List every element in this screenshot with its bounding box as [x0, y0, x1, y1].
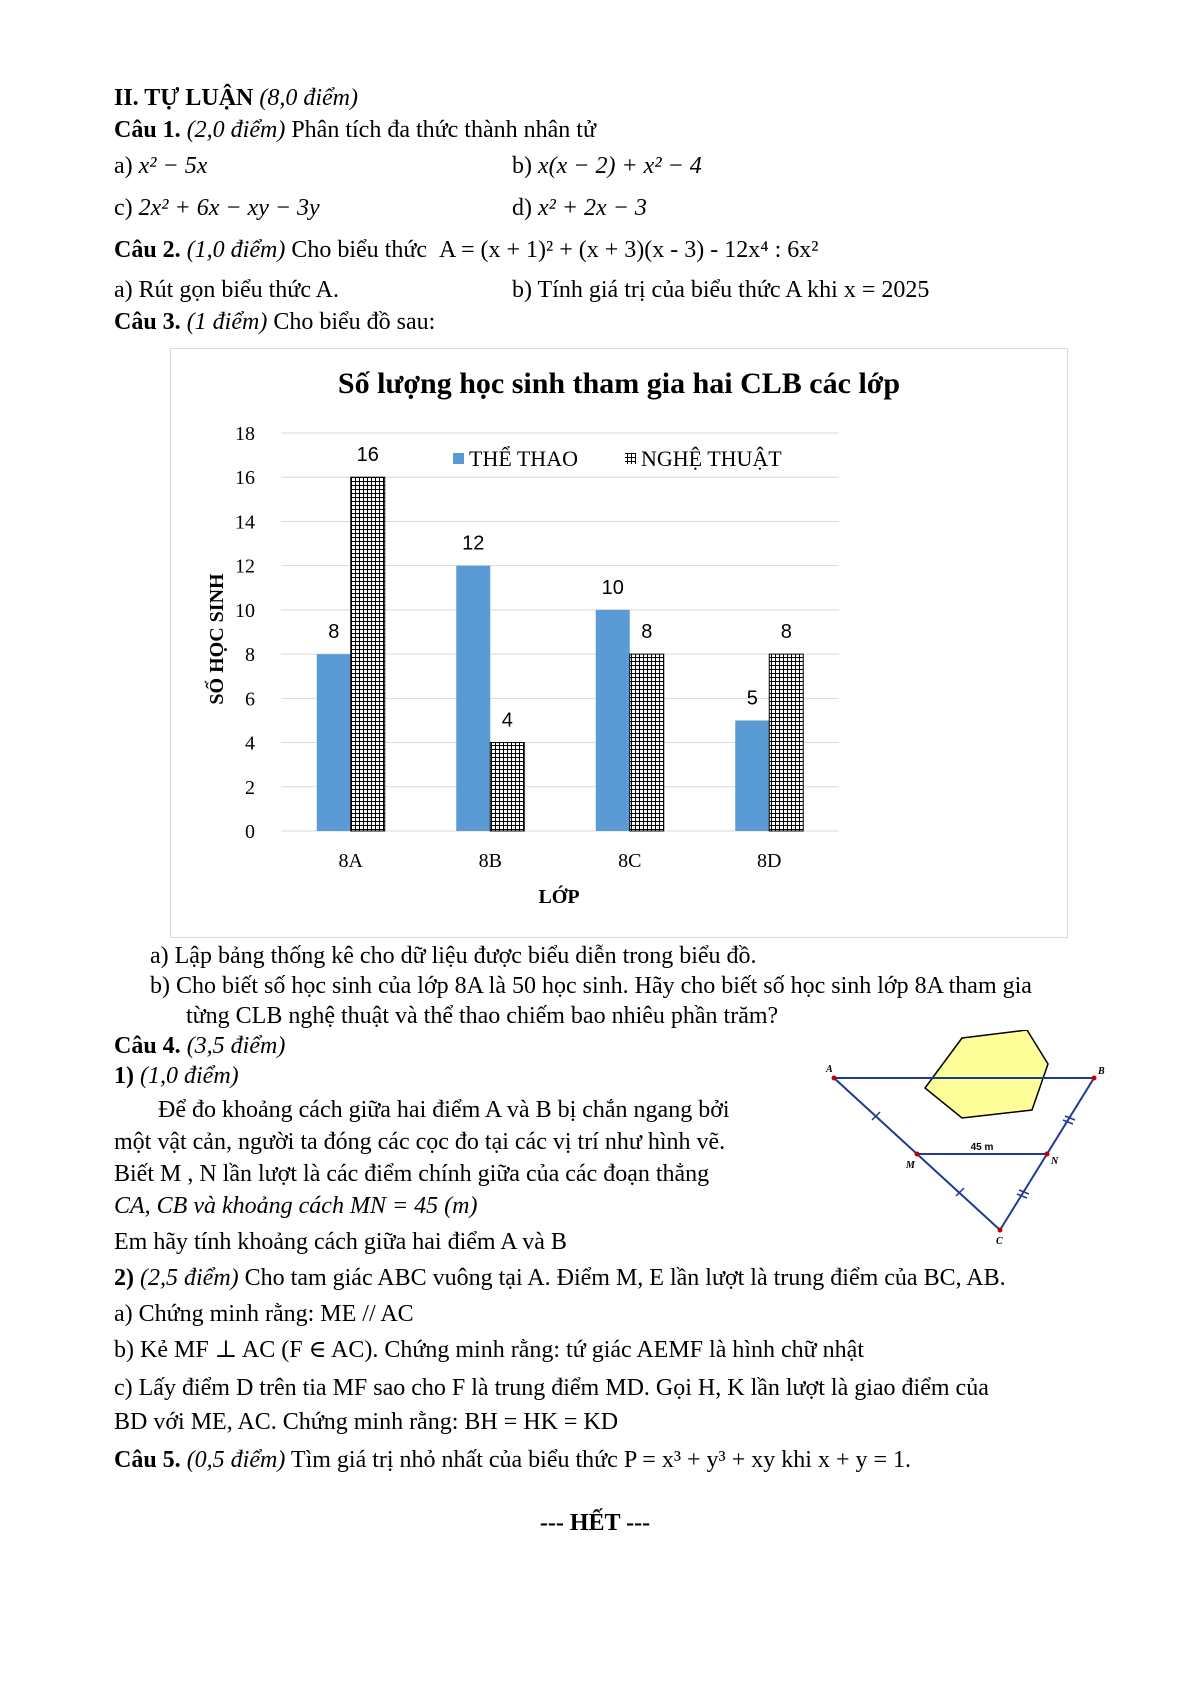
- obstacle-hexagon: [925, 1030, 1048, 1118]
- data-label: 5: [746, 687, 758, 710]
- q3-text: Cho biểu đồ sau:: [273, 309, 436, 335]
- q4-points: (3,5 điểm): [186, 1033, 286, 1059]
- bar-8D-the-thao: [735, 720, 769, 831]
- label-a: A: [826, 1064, 833, 1075]
- section-heading: [114, 84, 358, 112]
- q4-p1-points: (1,0 điểm): [140, 1063, 239, 1089]
- q2-label: Câu 2.: [114, 237, 181, 263]
- x-tick-label: 8A: [338, 850, 363, 872]
- q4-p1-line4: CA, CB và khoảng cách MN = 45 (m): [114, 1193, 478, 1219]
- chart-title: Số lượng học sinh tham gia hai CLB các lớp: [337, 367, 901, 400]
- q1-c-expr: 2x² + 6x − xy − 3y: [138, 195, 320, 221]
- q3-a: a) Lập bảng thống kê cho dữ liệu được biểu diễn trong biểu đồ.: [150, 943, 757, 969]
- section-title: II. TỰ LUẬN: [114, 85, 254, 111]
- q2-expression: A = (x + 1)² + (x + 3)(x - 3) - 12x⁴ : 6x²: [438, 237, 819, 263]
- q4-p2-points: (2,5 điểm): [140, 1265, 239, 1291]
- q1-b-label: b): [512, 153, 532, 179]
- x-tick-label: 8C: [618, 850, 642, 872]
- measurement-figure: [822, 1030, 1112, 1255]
- q4-p2-a: a) Chứng minh rằng: ME // AC: [114, 1301, 414, 1327]
- bar-8A-the-thao: [317, 654, 351, 831]
- data-label: 12: [462, 532, 485, 555]
- data-label: 4: [501, 709, 513, 732]
- data-label: 10: [601, 576, 624, 599]
- q1-b-expr: x(x − 2) + x² − 4: [538, 153, 702, 179]
- q4-heading: [114, 1032, 285, 1060]
- q2-text: Cho biểu thức: [291, 237, 427, 263]
- point-c: [998, 1228, 1003, 1233]
- q4-p1-label: 1): [114, 1063, 134, 1089]
- legend-swatch-0: [453, 453, 464, 464]
- q3-b-line1: b) Cho biết số học sinh của lớp 8A là 50 học sinh. Hãy cho biết số học sinh lớp 8A tham gia: [150, 973, 1032, 999]
- q1-b: [512, 152, 702, 180]
- q1-a: [114, 152, 207, 180]
- q2-heading: [114, 236, 819, 264]
- bar-8A-nghe-thuat: [351, 477, 385, 831]
- q1-d-label: d): [512, 195, 532, 221]
- q1-a-label: a): [114, 153, 133, 179]
- point-n: [1045, 1152, 1050, 1157]
- q2-b: b) Tính giá trị của biểu thức A khi x = 2025: [512, 277, 930, 303]
- y-tick-label: 4: [245, 732, 255, 755]
- q2-points: (1,0 điểm): [186, 237, 286, 263]
- q4-p1-line1: Để đo khoảng cách giữa hai điểm A và B bị chắn ngang bởi: [158, 1097, 730, 1123]
- section-points: (8,0 điểm): [259, 85, 358, 111]
- y-tick-label: 12: [235, 555, 255, 578]
- q3-heading: [114, 308, 435, 336]
- bar-8B-the-thao: [456, 566, 490, 831]
- y-tick-label: 10: [235, 599, 255, 622]
- y-tick-label: 16: [235, 467, 255, 490]
- q4-p2-c-line1: c) Lấy điểm D trên tia MF sao cho F là trung điểm MD. Gọi H, K lần lượt là giao điểm của: [114, 1375, 989, 1401]
- point-b: [1092, 1076, 1097, 1081]
- q1-label: Câu 1.: [114, 117, 181, 143]
- point-a: [832, 1076, 837, 1081]
- bar-8B-nghe-thuat: [490, 743, 524, 831]
- q2-a: a) Rút gọn biểu thức A.: [114, 277, 339, 303]
- bar-8C-the-thao: [596, 610, 630, 831]
- y-tick-label: 14: [235, 511, 255, 534]
- q1-c-label: c): [114, 195, 133, 221]
- triangle-diagram: [822, 1030, 1112, 1255]
- x-tick-label: 8D: [757, 850, 782, 872]
- end-marker: --- HẾT ---: [539, 1510, 651, 1536]
- q1-d: [512, 194, 647, 222]
- q4-p2-text: Cho tam giác ABC vuông tại A. Điểm M, E lần lượt là trung điểm của BC, AB.: [244, 1265, 1006, 1291]
- bar-8C-nghe-thuat: [630, 654, 664, 831]
- q5-text: Tìm giá trị nhỏ nhất của biểu thức P = x³ + y³ + xy khi x + y = 1.: [290, 1447, 912, 1473]
- q4-p2-c-line2: BD với ME, AC. Chứng minh rằng: BH = HK = KD: [114, 1409, 619, 1435]
- q1-a-expr: x² − 5x: [138, 153, 208, 179]
- y-tick-label: 2: [245, 776, 255, 799]
- label-n: N: [1051, 1156, 1059, 1167]
- q4-p2-b: b) Kẻ MF ⊥ AC (F ∈ AC). Chứng minh rằng: tứ giác AEMF là hình chữ nhật: [114, 1337, 864, 1363]
- chart-ylabel: SỐ HỌC SINH: [206, 573, 228, 705]
- y-tick-label: 0: [245, 821, 255, 843]
- y-tick-label: 6: [245, 688, 255, 711]
- y-tick-label: 18: [235, 423, 255, 445]
- q3-label: Câu 3.: [114, 309, 181, 335]
- q4-part1-heading: [114, 1062, 239, 1090]
- data-label: 8: [780, 621, 792, 644]
- q5-points: (0,5 điểm): [186, 1447, 286, 1473]
- chart-xlabel: LỚP: [538, 886, 580, 908]
- label-mn-length: 45 m: [970, 1142, 994, 1153]
- point-m: [915, 1152, 920, 1157]
- bar-8D-nghe-thuat: [769, 654, 803, 831]
- q4-p1-line5: Em hãy tính khoảng cách giữa hai điểm A và B: [114, 1229, 567, 1255]
- data-label: 8: [641, 621, 653, 644]
- x-tick-label: 8B: [478, 850, 502, 872]
- data-label: 8: [328, 621, 340, 644]
- q4-part2-heading: [114, 1264, 1006, 1292]
- q3-points: (1 điểm): [186, 309, 268, 335]
- data-label: 16: [356, 444, 379, 467]
- y-tick-label: 8: [245, 644, 255, 667]
- bar-chart: [171, 349, 1067, 937]
- label-m: M: [906, 1160, 915, 1171]
- q4-p1-line3: Biết M , N lần lượt là các điểm chính giữa của các đoạn thẳng: [114, 1161, 710, 1187]
- q3-b-line2: từng CLB nghệ thuật và thể thao chiếm bao nhiêu phần trăm?: [186, 1003, 779, 1029]
- q4-p1-line2: một vật cản, người ta đóng các cọc đo tại các vị trí như hình vẽ.: [114, 1129, 726, 1155]
- q1-text: Phân tích đa thức thành nhân tử: [291, 117, 596, 143]
- chart-container: [170, 348, 1068, 938]
- q1-points: (2,0 điểm): [186, 117, 286, 143]
- legend-label-0: THỂ THAO: [469, 446, 578, 471]
- q4-label: Câu 4.: [114, 1033, 181, 1059]
- q4-p2-label: 2): [114, 1265, 134, 1291]
- legend-label-1: NGHỆ THUẬT: [641, 446, 782, 471]
- q1-c: [114, 194, 320, 222]
- q1-d-expr: x² + 2x − 3: [538, 195, 647, 221]
- legend-swatch-1: [625, 453, 636, 464]
- label-c: C: [996, 1236, 1003, 1247]
- q5-heading: [114, 1446, 911, 1474]
- q5-label: Câu 5.: [114, 1447, 181, 1473]
- q1-heading: [114, 116, 596, 144]
- label-b: B: [1098, 1066, 1105, 1077]
